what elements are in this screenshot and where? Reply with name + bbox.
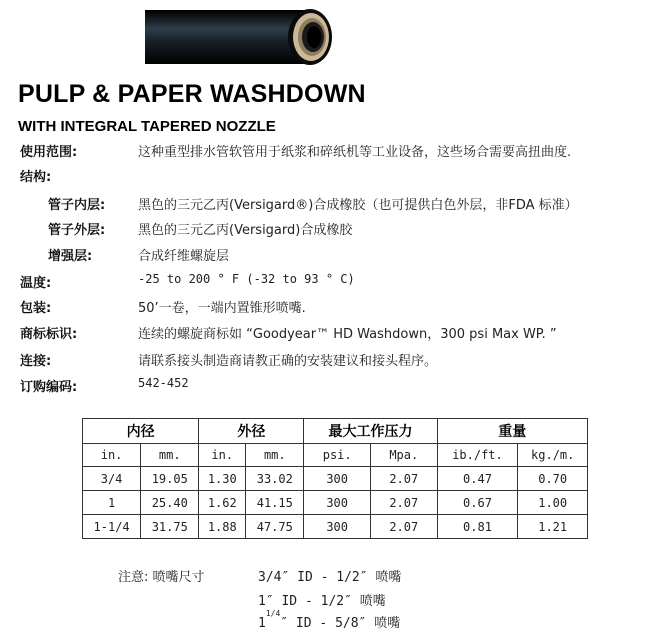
unit-header: Mpa. bbox=[370, 444, 437, 467]
unit-header: psi. bbox=[304, 444, 371, 467]
table-cell: 0.81 bbox=[437, 515, 518, 539]
table-cell: 25.40 bbox=[141, 491, 199, 515]
group-header-weight: 重量 bbox=[437, 419, 587, 444]
unit-header: in. bbox=[83, 444, 141, 467]
table-row bbox=[83, 515, 588, 539]
inner-layer-value: 黑色的三元乙丙(Versigard®)合成橡胶（也可提供白色外层，非FDA 标准） bbox=[138, 198, 578, 213]
order-code-label: 订购编码: bbox=[20, 380, 78, 395]
table-cell: 0.47 bbox=[437, 467, 518, 491]
usage-label: 使用范围: bbox=[20, 145, 78, 160]
outer-layer-label: 管子外层: bbox=[48, 223, 106, 238]
note-line-3-base: 1 bbox=[258, 616, 266, 631]
brand-value: 连续的螺旋商标如 “Goodyear™ HD Washdown，300 psi Max WP. ” bbox=[138, 327, 557, 342]
unit-header: ib./ft. bbox=[437, 444, 518, 467]
table-cell: 2.07 bbox=[370, 515, 437, 539]
brand-label: 商标标识: bbox=[20, 327, 78, 342]
table-cell: 300 bbox=[304, 467, 371, 491]
reinforce-value: 合成纤维螺旋层 bbox=[138, 249, 230, 264]
table-cell: 1 bbox=[83, 491, 141, 515]
spec-table bbox=[82, 418, 588, 539]
table-cell: 41.15 bbox=[246, 491, 304, 515]
temperature-label: 温度: bbox=[20, 276, 52, 291]
table-cell: 1.30 bbox=[199, 467, 246, 491]
hose-image bbox=[145, 6, 340, 68]
table-cell: 3/4 bbox=[83, 467, 141, 491]
group-header-pressure: 最大工作压力 bbox=[304, 419, 437, 444]
table-cell: 1.00 bbox=[518, 491, 588, 515]
table-row bbox=[83, 467, 588, 491]
unit-header: in. bbox=[199, 444, 246, 467]
table-cell: 2.07 bbox=[370, 491, 437, 515]
page-subtitle: WITH INTEGRAL TAPERED NOZZLE bbox=[18, 118, 276, 135]
reinforce-label: 增强层: bbox=[48, 249, 93, 264]
table-cell: 1.62 bbox=[199, 491, 246, 515]
table-cell: 1.88 bbox=[199, 515, 246, 539]
group-header-id: 内径 bbox=[83, 419, 199, 444]
table-cell: 33.02 bbox=[246, 467, 304, 491]
note-line-3-fraction: 1/4 bbox=[265, 609, 281, 618]
packaging-label: 包装: bbox=[20, 301, 52, 316]
unit-header: mm. bbox=[141, 444, 199, 467]
unit-header: kg./m. bbox=[518, 444, 588, 467]
connection-label: 连接: bbox=[20, 354, 52, 369]
table-cell: 47.75 bbox=[246, 515, 304, 539]
table-cell: 1.21 bbox=[518, 515, 588, 539]
unit-header: mm. bbox=[246, 444, 304, 467]
table-cell: 1-1/4 bbox=[83, 515, 141, 539]
packaging-value: 50’一卷，一端内置锥形喷嘴. bbox=[138, 301, 306, 316]
page-title: PULP & PAPER WASHDOWN bbox=[18, 80, 366, 108]
note-line-3-rest: ″ ID - 5/8″ 喷嘴 bbox=[280, 616, 401, 631]
note-label: 注意: 喷嘴尺寸 bbox=[118, 570, 205, 585]
group-header-od: 外径 bbox=[199, 419, 304, 444]
usage-value: 这种重型排水管软管用于纸浆和碎纸机等工业设备，这些场合需要高扭曲度. bbox=[138, 145, 572, 160]
note-line-1: 3/4″ ID - 1/2″ 喷嘴 bbox=[258, 570, 402, 585]
order-code-value: 542-452 bbox=[138, 376, 189, 390]
table-cell: 0.67 bbox=[437, 491, 518, 515]
table-cell: 31.75 bbox=[141, 515, 199, 539]
temperature-value: -25 to 200 ° F (-32 to 93 ° C) bbox=[138, 272, 355, 286]
table-cell: 300 bbox=[304, 515, 371, 539]
note-line-3 bbox=[258, 609, 401, 631]
structure-label: 结构: bbox=[20, 170, 52, 185]
table-cell: 300 bbox=[304, 491, 371, 515]
connection-value: 请联系接头制造商请教正确的安装建议和接头程序。 bbox=[138, 354, 438, 369]
table-cell: 0.70 bbox=[518, 467, 588, 491]
outer-layer-value: 黑色的三元乙丙(Versigard)合成橡胶 bbox=[138, 223, 353, 238]
table-cell: 19.05 bbox=[141, 467, 199, 491]
table-row bbox=[83, 491, 588, 515]
table-cell: 2.07 bbox=[370, 467, 437, 491]
note-line-2: 1″ ID - 1/2″ 喷嘴 bbox=[258, 594, 386, 609]
inner-layer-label: 管子内层: bbox=[48, 198, 106, 213]
